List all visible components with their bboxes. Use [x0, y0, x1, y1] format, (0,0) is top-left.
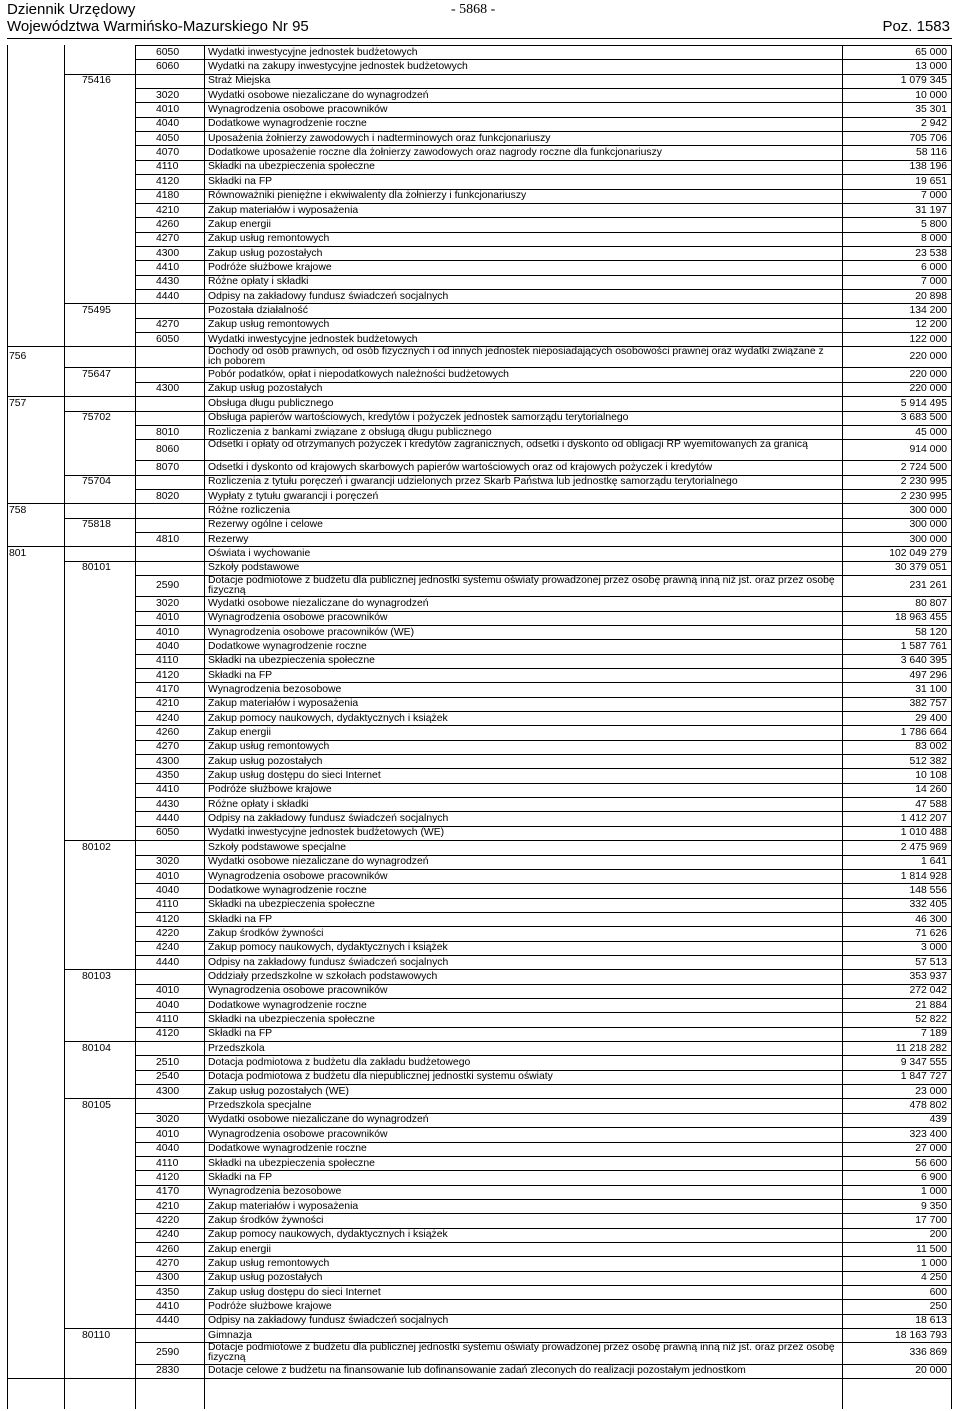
row-description: Zakup materiałów i wyposażenia: [208, 204, 359, 216]
paragraph-code: 4010: [156, 870, 180, 882]
row-description: Szkoły podstawowe: [208, 562, 300, 574]
row-amount: 5 800: [920, 218, 947, 230]
row-description: Przedszkola: [208, 1042, 265, 1054]
row-description: Zakup usług pozostałych: [208, 247, 323, 259]
row-description: Szkoły podstawowe specjalne: [208, 841, 347, 853]
row-amount: 30 379 051: [894, 562, 947, 574]
row-amount: 300 000: [909, 533, 947, 545]
paragraph-code: 4300: [156, 755, 180, 767]
row-amount: 8 000: [920, 233, 947, 245]
row-amount: 71 626: [915, 927, 947, 939]
paragraph-code: 4300: [156, 1272, 180, 1284]
row-description: Odsetki i dyskonto od krajowych skarbowych papierów wartościowych oraz od krajowych pożyczek i kredytów: [208, 461, 713, 473]
row-description: Zakup usług dostępu do sieci Internet: [208, 770, 381, 782]
row-amount: 2 230 995: [900, 490, 947, 502]
row-amount: 47 588: [915, 798, 947, 810]
paragraph-code: 4270: [156, 741, 180, 753]
row-description: Zakup usług dostępu do sieci Internet: [208, 1286, 381, 1298]
column-divider: [7, 45, 8, 1409]
paragraph-code: 4110: [156, 899, 179, 911]
row-description: Dotacje podmiotowe z budżetu dla publicznej jednostki systemu oświaty prowadzonej przez osobę prawną inną niż jst. oraz przez osobę fizyczną: [208, 1341, 835, 1364]
row-amount: 11 218 282: [895, 1042, 947, 1054]
chapter-code: 75495: [82, 304, 111, 316]
column-divider: [204, 45, 205, 1409]
paragraph-code: 3020: [156, 597, 180, 609]
row-description: Wynagrodzenia osobowe pracowników: [208, 612, 388, 624]
row-amount: 9 347 555: [900, 1057, 947, 1069]
row-amount: 57 513: [915, 956, 947, 968]
row-amount: 5 914 495: [900, 397, 947, 409]
row-amount: 65 000: [915, 46, 947, 58]
chapter-code: 75704: [82, 476, 111, 488]
paragraph-code: 4010: [156, 985, 180, 997]
row-description: Podróże służbowe krajowe: [208, 1301, 332, 1313]
row-amount: 353 937: [909, 970, 947, 982]
row-amount: 19 651: [915, 175, 947, 187]
row-description: Składki na ubezpieczenia społeczne: [208, 1157, 375, 1169]
paragraph-code: 4120: [156, 669, 180, 681]
section-code: 801: [9, 548, 27, 560]
paragraph-code: 4010: [156, 1128, 180, 1140]
row-amount: 23 000: [915, 1085, 947, 1097]
chapter-code: 80101: [82, 562, 111, 574]
row-description: Wydatki osobowe niezaliczane do wynagrodzeń: [208, 89, 429, 101]
row-description: Zakup pomocy naukowych, dydaktycznych i książek: [208, 942, 448, 954]
row-description: Dotacje podmiotowe z budżetu dla publicznej jednostki systemu oświaty prowadzonej przez osobę prawną inną niż jst. oraz przez osobę fizyczną: [208, 574, 835, 597]
paragraph-code: 4110: [156, 1014, 179, 1026]
row-amount: 14 260: [915, 784, 947, 796]
paragraph-code: 2590: [156, 580, 180, 592]
row-description: Wydatki na zakupy inwestycyjne jednostek budżetowych: [208, 61, 468, 73]
row-amount: 497 296: [909, 669, 947, 681]
row-amount: 18 613: [915, 1315, 947, 1327]
row-description: Wydatki inwestycyjne jednostek budżetowych (WE): [208, 827, 445, 839]
paragraph-code: 4300: [156, 1085, 180, 1097]
row-amount: 134 200: [909, 304, 947, 316]
row-amount: 2 230 995: [900, 476, 947, 488]
row-amount: 35 301: [915, 104, 947, 116]
row-description: Wydatki osobowe niezaliczane do wynagrodzeń: [208, 856, 429, 868]
row-description: Zakup usług pozostałych (WE): [208, 1085, 349, 1097]
paragraph-code: 8010: [156, 426, 180, 438]
paragraph-code: 4240: [156, 942, 180, 954]
paragraph-code: 4410: [156, 261, 180, 273]
paragraph-code: 4410: [156, 784, 180, 796]
row-description: Rezerwy: [208, 533, 249, 545]
row-amount: 272 042: [909, 985, 947, 997]
section-code: 757: [9, 397, 27, 409]
row-amount: 705 706: [909, 132, 947, 144]
row-amount: 300 000: [909, 505, 947, 517]
paragraph-code: 6060: [156, 61, 180, 73]
row-description: Gimnazja: [208, 1329, 252, 1341]
row-description: Składki na ubezpieczenia społeczne: [208, 655, 375, 667]
paragraph-code: 4440: [156, 290, 180, 302]
paragraph-code: 4220: [156, 927, 180, 939]
row-amount: 2 475 969: [900, 841, 947, 853]
row-amount: 250: [929, 1301, 947, 1313]
paragraph-code: 4170: [156, 683, 180, 695]
paragraph-code: 4210: [156, 1200, 180, 1212]
row-amount: 56 600: [915, 1157, 947, 1169]
row-description: Oświata i wychowanie: [208, 548, 311, 560]
row-amount: 31 100: [915, 683, 947, 695]
row-amount: 1 010 488: [900, 827, 947, 839]
row-amount: 6 000: [920, 261, 947, 273]
row-description: Różne rozliczenia: [208, 505, 291, 517]
paragraph-code: 4300: [156, 247, 180, 259]
paragraph-code: 4110: [156, 1157, 179, 1169]
row-description: Zakup energii: [208, 218, 271, 230]
paragraph-code: 4180: [156, 190, 180, 202]
row-amount: 13 000: [915, 61, 947, 73]
row-description: Odpisy na zakładowy fundusz świadczeń socjalnych: [208, 290, 449, 302]
chapter-code: 80102: [82, 841, 111, 853]
row-description: Dotacja podmiotowa z budżetu dla niepublicznej jednostki systemu oświaty: [208, 1071, 553, 1083]
paragraph-code: 4120: [156, 913, 180, 925]
row-amount: 231 261: [909, 580, 947, 592]
row-amount: 11 500: [915, 1243, 947, 1255]
paragraph-code: 4220: [156, 1214, 180, 1226]
row-description: Podróże służbowe krajowe: [208, 784, 332, 796]
row-description: Zakup pomocy naukowych, dydaktycznych i książek: [208, 712, 448, 724]
paragraph-code: 4440: [156, 956, 180, 968]
row-description: Wypłaty z tytułu gwarancji i poręczeń: [208, 490, 379, 502]
paragraph-code: 4240: [156, 712, 180, 724]
row-description: Obsługa papierów wartościowych, kredytów i pożyczek jednostek samorządu terytorialnego: [208, 412, 629, 424]
row-description: Zakup usług pozostałych: [208, 383, 323, 395]
paragraph-code: 4260: [156, 218, 180, 230]
paragraph-code: 4040: [156, 884, 180, 896]
row-amount: 27 000: [915, 1143, 947, 1155]
row-amount: 21 884: [915, 999, 947, 1011]
row-amount: 7 000: [920, 276, 947, 288]
row-amount: 9 350: [920, 1200, 947, 1212]
row-description: Straż Miejska: [208, 75, 271, 87]
row-amount: 102 049 279: [889, 548, 947, 560]
paragraph-code: 8020: [156, 490, 180, 502]
row-amount: 122 000: [909, 333, 947, 345]
row-description: Dodatkowe wynagrodzenie roczne: [208, 999, 367, 1011]
row-amount: 52 822: [915, 1014, 947, 1026]
row-amount: 1 641: [920, 856, 947, 868]
paragraph-code: 2540: [156, 1071, 180, 1083]
row-amount: 31 197: [915, 204, 947, 216]
row-description: Wydatki inwestycyjne jednostek budżetowych: [208, 46, 418, 58]
row-amount: 220 000: [909, 351, 947, 363]
row-description: Uposażenia żołnierzy zawodowych i nadterminowych oraz funkcjonariuszy: [208, 132, 551, 144]
row-description: Składki na FP: [208, 175, 273, 187]
row-description: Zakup usług remontowych: [208, 1257, 330, 1269]
row-description: Równoważniki pieniężne i ekwiwalenty dla żołnierzy i funkcjonariuszy: [208, 190, 527, 202]
paragraph-code: 2590: [156, 1347, 180, 1359]
row-amount: 4 250: [920, 1272, 947, 1284]
row-description: Odpisy na zakładowy fundusz świadczeń socjalnych: [208, 956, 449, 968]
chapter-code: 75416: [82, 75, 111, 87]
row-description: Dochody od osób prawnych, od osób fizycznych i od innych jednostek nieposiadających osobowości prawnej oraz wydatki związane z ich poborem: [208, 345, 824, 368]
paragraph-code: 4010: [156, 626, 180, 638]
paragraph-code: 3020: [156, 1114, 180, 1126]
row-description: Dodatkowe wynagrodzenie roczne: [208, 118, 367, 130]
row-amount: 2 942: [920, 118, 947, 130]
row-amount: 80 807: [915, 597, 947, 609]
paragraph-code: 3020: [156, 856, 180, 868]
row-amount: 300 000: [909, 519, 947, 531]
row-amount: 200: [929, 1229, 947, 1241]
row-amount: 10 000: [915, 89, 947, 101]
row-amount: 3 683 500: [900, 412, 947, 424]
row-description: Wydatki osobowe niezaliczane do wynagrodzeń: [208, 597, 429, 609]
row-description: Pozostała działalność: [208, 304, 308, 316]
row-amount: 20 898: [915, 290, 947, 302]
chapter-code: 80110: [82, 1329, 111, 1341]
paragraph-code: 3020: [156, 89, 180, 101]
row-description: Pobór podatków, opłat i niepodatkowych należności budżetowych: [208, 369, 509, 381]
row-amount: 1 847 727: [900, 1071, 947, 1083]
row-amount: 10 108: [915, 770, 947, 782]
row-description: Odpisy na zakładowy fundusz świadczeń socjalnych: [208, 813, 449, 825]
row-description: Składki na FP: [208, 669, 273, 681]
paragraph-code: 4110: [156, 161, 179, 173]
row-amount: 148 556: [909, 884, 947, 896]
paragraph-code: 2830: [156, 1365, 180, 1377]
paragraph-code: 4260: [156, 1243, 180, 1255]
row-description: Zakup pomocy naukowych, dydaktycznych i książek: [208, 1229, 448, 1241]
row-description: Składki na ubezpieczenia społeczne: [208, 1014, 375, 1026]
row-amount: 58 120: [915, 626, 947, 638]
row-amount: 18 963 455: [894, 612, 947, 624]
paragraph-code: 4410: [156, 1301, 180, 1313]
row-description: Odsetki i opłaty od otrzymanych pożyczek i kredytów zagranicznych, odsetki i dyskonto od obligacji RP wyemitowanych za granicą: [208, 438, 808, 450]
chapter-code: 80104: [82, 1042, 111, 1054]
voivodeship-title: Województwa Warmińsko-Mazurskiego Nr 95: [7, 18, 309, 35]
row-description: Wynagrodzenia osobowe pracowników (WE): [208, 626, 415, 638]
row-description: Rezerwy ogólne i celowe: [208, 519, 323, 531]
paragraph-code: 4210: [156, 698, 180, 710]
paragraph-code: 4440: [156, 1315, 180, 1327]
row-amount: 439: [929, 1114, 947, 1126]
row-amount: 600: [929, 1286, 947, 1298]
paragraph-code: 4270: [156, 319, 180, 331]
paragraph-code: 8060: [156, 444, 180, 456]
row-description: Rozliczenia z tytułu poręczeń i gwarancji udzielonych przez Skarb Państwa lub jednostkę samorządu terytorialnego: [208, 476, 738, 488]
paragraph-code: 4120: [156, 1171, 180, 1183]
paragraph-code: 4050: [156, 132, 180, 144]
paragraph-code: 4270: [156, 233, 180, 245]
section-code: 756: [9, 351, 27, 363]
column-divider: [951, 45, 952, 1409]
row-description: Zakup środków żywności: [208, 927, 324, 939]
paragraph-code: 4260: [156, 727, 180, 739]
paragraph-code: 4010: [156, 104, 180, 116]
row-amount: 1 814 928: [900, 870, 947, 882]
row-amount: 2 724 500: [900, 461, 947, 473]
row-amount: 18 163 793: [894, 1329, 947, 1341]
row-description: Wynagrodzenia osobowe pracowników: [208, 104, 388, 116]
row-amount: 332 405: [909, 899, 947, 911]
publication-title: Dziennik Urzędowy: [7, 1, 136, 18]
paragraph-code: 8070: [156, 461, 180, 473]
row-description: Obsługa długu publicznego: [208, 397, 334, 409]
row-description: Składki na ubezpieczenia społeczne: [208, 161, 375, 173]
row-description: Zakup usług remontowych: [208, 319, 330, 331]
paragraph-code: 4270: [156, 1257, 180, 1269]
chapter-code: 75647: [82, 369, 111, 381]
row-amount: 914 000: [909, 444, 947, 456]
paragraph-code: 4350: [156, 770, 180, 782]
row-description: Dotacje celowe z budżetu na finansowanie lub dofinansowanie zadań zleconych do realizacji pozostałym jednostkom: [208, 1365, 746, 1377]
row-amount: 1 000: [920, 1257, 947, 1269]
row-description: Przedszkola specjalne: [208, 1100, 312, 1112]
row-amount: 23 538: [915, 247, 947, 259]
paragraph-code: 4040: [156, 999, 180, 1011]
row-description: Dodatkowe wynagrodzenie roczne: [208, 884, 367, 896]
row-amount: 20 000: [915, 1365, 947, 1377]
row-amount: 138 196: [909, 161, 947, 173]
paragraph-code: 4040: [156, 1143, 180, 1155]
row-amount: 12 200: [915, 319, 947, 331]
row-description: Zakup energii: [208, 1243, 271, 1255]
row-description: Zakup usług remontowych: [208, 741, 330, 753]
row-description: Dodatkowe wynagrodzenie roczne: [208, 640, 367, 652]
paragraph-code: 4440: [156, 813, 180, 825]
row-description: Zakup materiałów i wyposażenia: [208, 698, 359, 710]
page-number: - 5868 -: [451, 2, 496, 17]
chapter-code: 80103: [82, 970, 111, 982]
row-description: Oddziały przedszkolne w szkołach podstawowych: [208, 970, 438, 982]
paragraph-code: 4170: [156, 1186, 180, 1198]
chapter-code: 75702: [82, 412, 111, 424]
row-amount: 478 802: [909, 1100, 947, 1112]
row-amount: 1 000: [920, 1186, 947, 1198]
row-description: Zakup energii: [208, 727, 271, 739]
budget-table: [7, 45, 952, 1409]
row-description: Zakup środków żywności: [208, 1214, 324, 1226]
row-description: Odpisy na zakładowy fundusz świadczeń socjalnych: [208, 1315, 449, 1327]
row-description: Wynagrodzenia osobowe pracowników: [208, 985, 388, 997]
row-description: Zakup usług pozostałych: [208, 755, 323, 767]
paragraph-code: 6050: [156, 827, 180, 839]
paragraph-code: 4010: [156, 612, 180, 624]
row-description: Dodatkowe wynagrodzenie roczne: [208, 1143, 367, 1155]
column-divider: [64, 45, 65, 1409]
row-description: Składki na FP: [208, 913, 273, 925]
row-amount: 382 757: [909, 698, 947, 710]
row-description: Różne opłaty i składki: [208, 798, 309, 810]
row-amount: 45 000: [915, 426, 947, 438]
paragraph-code: 4240: [156, 1229, 180, 1241]
row-description: Rozliczenia z bankami związane z obsługą długu publicznego: [208, 426, 492, 438]
row-description: Wydatki inwestycyjne jednostek budżetowych: [208, 333, 418, 345]
row-amount: 17 700: [915, 1214, 947, 1226]
row-amount: 220 000: [909, 383, 947, 395]
paragraph-code: 4430: [156, 798, 180, 810]
row-amount: 7 189: [920, 1028, 947, 1040]
paragraph-code: 4040: [156, 640, 180, 652]
row-amount: 83 002: [915, 741, 947, 753]
row-amount: 336 869: [909, 1347, 947, 1359]
row-description: Podróże służbowe krajowe: [208, 261, 332, 273]
page-header: [7, 0, 952, 39]
paragraph-code: 4110: [156, 655, 179, 667]
chapter-code: 80105: [82, 1100, 111, 1112]
row-description: Zakup usług pozostałych: [208, 1272, 323, 1284]
paragraph-code: 6050: [156, 46, 180, 58]
row-amount: 29 400: [915, 712, 947, 724]
row-amount: 1 587 761: [900, 640, 947, 652]
row-amount: 58 116: [915, 147, 947, 159]
paragraph-code: 4350: [156, 1286, 180, 1298]
row-amount: 6 900: [920, 1171, 947, 1183]
row-amount: 1 786 664: [900, 727, 947, 739]
row-description: Składki na ubezpieczenia społeczne: [208, 899, 375, 911]
paragraph-code: 4040: [156, 118, 180, 130]
paragraph-code: 2510: [156, 1057, 180, 1069]
row-description: Dotacja podmiotowa z budżetu dla zakładu budżetowego: [208, 1057, 471, 1069]
paragraph-code: 4810: [156, 533, 180, 545]
paragraph-code: 6050: [156, 333, 180, 345]
row-description: Zakup usług remontowych: [208, 233, 330, 245]
row-amount: 1 412 207: [900, 813, 947, 825]
row-amount: 512 382: [909, 755, 947, 767]
row-description: Wynagrodzenia osobowe pracowników: [208, 1128, 388, 1140]
paragraph-code: 4120: [156, 175, 180, 187]
row-description: Zakup materiałów i wyposażenia: [208, 1200, 359, 1212]
row-amount: 3 640 395: [900, 655, 947, 667]
row-description: Dodatkowe uposażenie roczne dla żołnierzy zawodowych oraz nagrody roczne dla funkcjonariuszy: [208, 147, 662, 159]
row-amount: 3 000: [920, 942, 947, 954]
row-description: Wydatki osobowe niezaliczane do wynagrodzeń: [208, 1114, 429, 1126]
paragraph-code: 4430: [156, 276, 180, 288]
paragraph-code: 4120: [156, 1028, 180, 1040]
row-amount: 220 000: [909, 369, 947, 381]
position-number: Poz. 1583: [882, 18, 950, 35]
section-code: 758: [9, 505, 27, 517]
row-description: Różne opłaty i składki: [208, 276, 309, 288]
row-description: Wynagrodzenia osobowe pracowników: [208, 870, 388, 882]
chapter-code: 75818: [82, 519, 111, 531]
paragraph-code: 4300: [156, 383, 180, 395]
row-amount: 46 300: [915, 913, 947, 925]
row-description: Składki na FP: [208, 1028, 273, 1040]
table-bottom-rule: [7, 1378, 952, 1379]
column-divider: [135, 45, 136, 1409]
row-description: Składki na FP: [208, 1171, 273, 1183]
row-description: Wynagrodzenia bezosobowe: [208, 683, 342, 695]
paragraph-code: 4070: [156, 147, 180, 159]
row-amount: 7 000: [920, 190, 947, 202]
paragraph-code: 4210: [156, 204, 180, 216]
row-amount: 1 079 345: [900, 75, 947, 87]
row-amount: 323 400: [909, 1128, 947, 1140]
row-description: Wynagrodzenia bezosobowe: [208, 1186, 342, 1198]
